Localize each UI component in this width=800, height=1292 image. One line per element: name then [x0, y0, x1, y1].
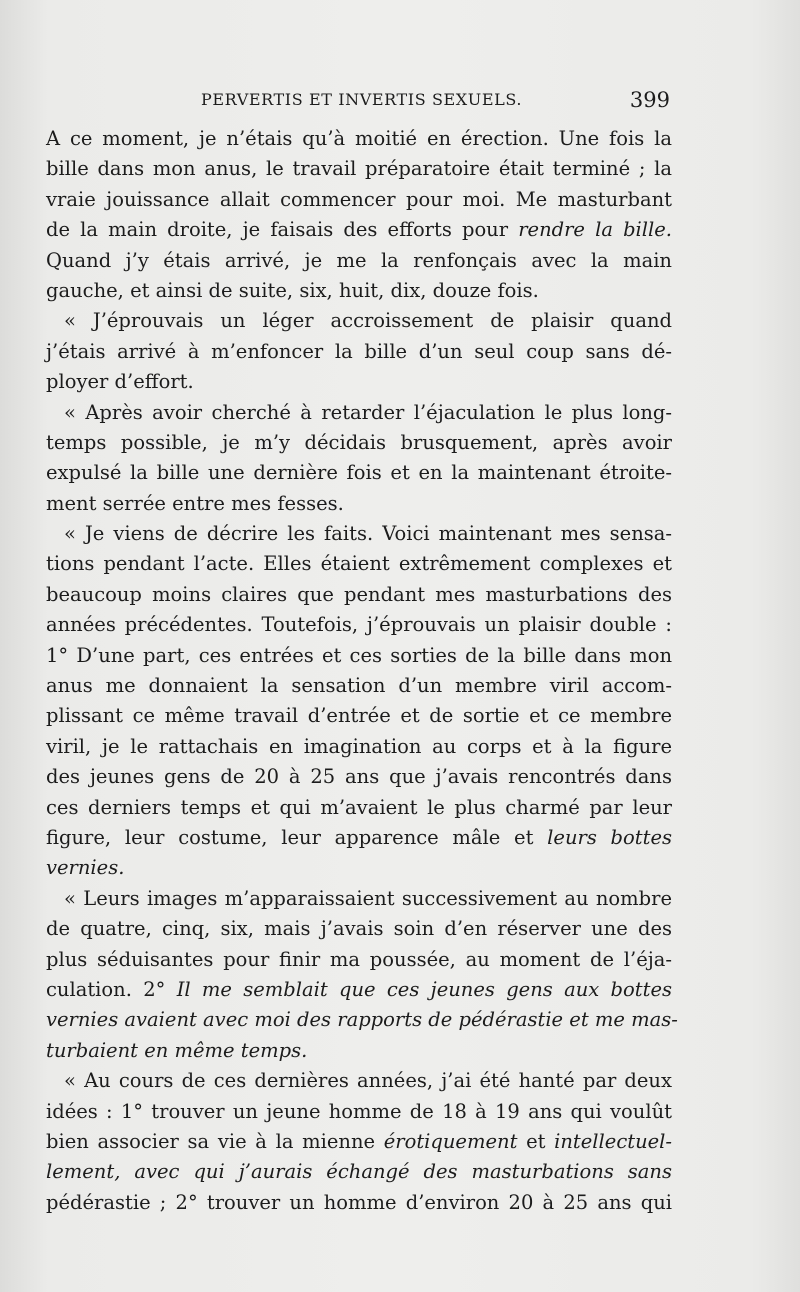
text-line: expulsé la bille une dernière fois et en la maintenant étroite- [46, 461, 672, 485]
italic-segment: Il me semblait que ces jeunes gens aux bottes [176, 977, 673, 1001]
text-line: des jeunes gens de 20 à 25 ans que j’avais rencontrés dans [46, 765, 672, 789]
text-segment: figure, leur costume, leur apparence mâle et [46, 825, 534, 849]
text-segment: culation. 2° [46, 977, 166, 1001]
text-segment: de la main droite, je faisais des efforts pour [46, 218, 509, 242]
text-line: « Je viens de décrire les faits. Voici maintenant mes sensa- [64, 522, 672, 546]
text-line: « Au cours de ces dernières années, j’ai été hanté par deux [64, 1069, 672, 1093]
text-line: pédérastie ; 2° trouver un homme d’environ 20 à 25 ans qui [46, 1190, 672, 1214]
text-line: j’étais arrivé à m’enfoncer la bille d’un seul coup sans dé- [46, 339, 672, 363]
text-line: bille dans mon anus, le travail préparatoire était terminé ; la [46, 157, 672, 181]
italic-segment: rendre la bille. [518, 218, 672, 242]
text-line: « Après avoir cherché à retarder l’éjaculation le plus long- [64, 400, 672, 424]
text-line: « J’éprouvais un léger accroissement de plaisir quand [64, 309, 672, 333]
text-line [46, 1157, 672, 1187]
text-line: plus séduisantes pour finir ma poussée, au moment de l’éja- [46, 947, 672, 971]
text-segment: bien associer sa vie à la mienne [46, 1129, 376, 1153]
running-title: PERVERTIS ET INVERTIS SEXUELS. [201, 90, 523, 109]
text-line: tions pendant l’acte. Elles étaient extrêmement complexes et [46, 552, 672, 576]
text-line: années précédentes. Toutefois, j’éprouvais un plaisir double : [46, 613, 672, 637]
text-line [46, 975, 672, 1005]
italic-segment: leurs bottes [547, 825, 673, 849]
text-line [46, 215, 672, 245]
text-line: Quand j’y étais arrivé, je me la renfonçais avec la main [46, 248, 672, 272]
text-line: idées : 1° trouver un jeune homme de 18 à 19 ans qui voulût [46, 1099, 672, 1123]
italic-segment: intellectuel- [554, 1129, 673, 1153]
text-line: vraie jouissance allait commencer pour moi. Me masturbant [46, 187, 672, 211]
text-line: beaucoup moins claires que pendant mes masturbations des [46, 582, 672, 606]
page-header [46, 88, 670, 118]
body-text [46, 124, 678, 1218]
text-line: A ce moment, je n’étais qu’à moitié en érection. Une fois la [46, 127, 672, 150]
italic-segment: érotiquement [383, 1129, 518, 1153]
text-segment: lement, avec qui j’aurais échangé des masturbations sans [46, 1160, 672, 1184]
text-line: vernies avaient avec moi des rapports de pédérastie et me mas- [46, 1008, 678, 1032]
text-line: viril, je le rattachais en imagination au corps et à la figure [46, 734, 672, 758]
page-number: 399 [629, 88, 670, 112]
text-line: anus me donnaient la sensation d’un membre viril accom- [46, 674, 672, 698]
text-line: temps possible, je m’y décidais brusquement, après avoir [46, 430, 672, 454]
text-line: ment serrée entre mes fesses. [46, 491, 344, 515]
text-line: turbaient en même temps. [46, 1038, 308, 1062]
text-line: vernies. [46, 856, 125, 880]
text-line: de quatre, cinq, six, mais j’avais soin d’en réserver une des [46, 917, 672, 941]
text-line: gauche, et ainsi de suite, six, huit, dix, douze fois. [46, 278, 539, 302]
text-line: « Leurs images m’apparaissaient successivement au nombre [64, 886, 672, 910]
text-line: plissant ce même travail d’entrée et de sortie et ce membre [46, 704, 672, 728]
text-line [46, 823, 672, 853]
text-line: ces derniers temps et qui m’avaient le plus charmé par leur [46, 795, 672, 819]
text-line [46, 1127, 672, 1157]
text-line: ployer d’effort. [46, 370, 194, 394]
text-segment: et [526, 1129, 546, 1153]
text-line: 1° D’une part, ces entrées et ces sorties de la bille dans mon [46, 643, 672, 667]
